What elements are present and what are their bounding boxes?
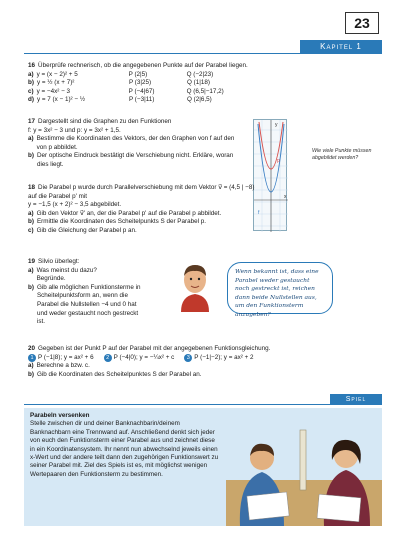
- chapter-label: Kapitel 1: [300, 40, 382, 53]
- task-text: Ermittle die Koordinaten des Scheitelpunkts S der Parabel p.: [36, 218, 207, 226]
- item-label: a): [28, 70, 34, 78]
- point-q: Q (−2|23): [186, 70, 214, 78]
- task-text: Gib alle möglichen Funktionsterme in Scheitelpunktsform an, wenn die Parabel die Nullstellen −4 und 0 hat und weder gestaucht noch gestreckt ist.: [36, 283, 141, 326]
- exercise-18: [28, 184, 258, 236]
- exercise-number: 16: [28, 62, 36, 69]
- speech-bubble: Wenn bekannt ist, dass eine Parabel weder gestaucht noch gestreckt ist, reichen dann beide Nullstellen aus, um den Funktionsterm anzugeben?: [227, 262, 333, 314]
- list-item: [28, 210, 258, 219]
- point-p: P (−4|67): [128, 87, 155, 95]
- list-item: [104, 354, 175, 363]
- item-number-badge: 3: [184, 354, 192, 362]
- task-text: Bestimme die Koordinaten des Vektors, der den Graphen von f auf den von p abbildet.: [36, 135, 235, 151]
- exercise-number: 20: [28, 345, 36, 352]
- item-label: a): [28, 362, 34, 370]
- list-item: [28, 227, 258, 236]
- exercise-number: 19: [28, 258, 36, 265]
- game-description: Stelle zwischen dir und deiner Banknachbarin/deinem Banknachbarn eine Trennwand auf. Anschließend denkt sich jeder von euch den Funktionsterm einer Parabel aus und zeichnet diese in ein Koordinatensystem. Ihr nennt nun abwechselnd jeweils einen x-Wert und der andere teilt dann den zugehörigen Funktionswert zu seiner Parabel mit. Ziel des Spiels ist es, mit möglichst wenigen Wertepaaren den Funktionsterm zu bestimmen.: [30, 420, 219, 478]
- list-item: [28, 152, 288, 169]
- item-number-badge: 2: [104, 354, 112, 362]
- svg-text:y: y: [275, 122, 278, 128]
- function-term: y = −4x² − 3: [36, 87, 71, 95]
- list-item: [28, 362, 368, 371]
- exercise-number: 17: [28, 118, 36, 125]
- item-text: P (−1|−2); y = ax² + 2: [194, 353, 254, 361]
- list-item: [28, 284, 178, 327]
- exercise-20: [28, 345, 368, 379]
- spiel-label: Spiel: [330, 394, 382, 405]
- point-p: P (−3|11): [128, 96, 155, 104]
- equation: y = −1,5 (x + 2)² − 3,5 abgebildet.: [28, 201, 122, 209]
- svg-text:f: f: [258, 210, 260, 216]
- item-number-badge: 1: [28, 354, 36, 362]
- svg-text:p: p: [277, 158, 280, 164]
- task-text: Was meinst du dazu? Begründe.: [36, 266, 97, 283]
- task-text: Der optische Eindruck bestätigt die Verschiebung nicht. Erkläre, woran dies liegt.: [36, 152, 234, 168]
- game-title: Parabeln versenken: [30, 412, 90, 419]
- item-label: c): [28, 226, 34, 234]
- function-term: y = ½ (x + 7)²: [36, 79, 75, 87]
- item-text: P (−1|8); y = ax² + 6: [38, 353, 94, 361]
- list-item: [28, 371, 368, 380]
- item-label: b): [28, 152, 34, 160]
- item-label: a): [28, 135, 34, 143]
- item-label: d): [28, 96, 34, 104]
- game-text-block: [30, 412, 220, 479]
- list-item: [28, 354, 94, 363]
- exercise-17: [28, 118, 288, 170]
- task-text: Gib den Vektor v⃗' an, der die Parabel p' auf die Parabel p abbildet.: [36, 209, 222, 217]
- exercise-intro: Überprüfe rechnerisch, ob die angegebenen Punkte auf der Parabel liegen.: [38, 62, 248, 69]
- header-rule: [24, 53, 382, 54]
- list-item: [28, 71, 368, 80]
- item-label: a): [28, 209, 34, 217]
- point-p: P (2|5): [128, 70, 148, 78]
- list-item: [28, 79, 368, 88]
- graph-svg: [254, 120, 288, 232]
- exercise-intro: Gegeben ist der Punkt P auf der Parabel mit der angegebenen Funktionsgleichung.: [38, 345, 271, 352]
- item-label: b): [28, 218, 34, 226]
- item-text: P (−4|0); y = −¼x² + c: [113, 353, 175, 361]
- point-q: Q (2|6,5): [186, 96, 212, 104]
- parabola-graph: [253, 119, 287, 231]
- exercise-16: [28, 62, 368, 105]
- silvio-illustration: [177, 262, 213, 312]
- list-item: [28, 96, 368, 105]
- item-label: b): [28, 283, 34, 291]
- point-p: P (3|25): [128, 79, 152, 87]
- exercise-intro: Silvio überlegt:: [38, 258, 80, 265]
- list-item: [28, 135, 288, 152]
- exercise-19: [28, 258, 178, 327]
- item-label: b): [28, 370, 34, 378]
- exercise-number: 18: [28, 184, 36, 191]
- exercise-intro: Die Parabel p wurde durch Parallelverschiebung mit dem Vektor v⃗ = (4,5 | −8) auf die Parabel p' mit: [28, 184, 255, 200]
- page-number: 23: [345, 12, 379, 34]
- point-q: Q (1|18): [186, 79, 210, 87]
- item-label: c): [28, 87, 34, 95]
- item-label: b): [28, 79, 34, 87]
- point-list: [28, 354, 368, 363]
- function-term: y = (x − 2)² + 5: [36, 70, 78, 78]
- students-illustration: [226, 410, 382, 526]
- list-item: [28, 218, 258, 227]
- task-text: Gib die Koordinaten des Scheitelpunktes S der Parabel an.: [36, 370, 202, 378]
- list-item: [184, 354, 253, 363]
- list-item: [28, 267, 178, 284]
- task-text: Berechne a bzw. c.: [36, 362, 90, 370]
- spiel-rule: [24, 404, 382, 405]
- svg-text:x: x: [284, 194, 287, 200]
- margin-note: Wie viele Punkte müssen abgebildet werden?: [312, 148, 372, 161]
- point-q: Q (6,5|−17,2): [186, 87, 224, 95]
- item-label: a): [28, 266, 34, 274]
- function-definitions: f: y = 3x² − 3 und p: y = 3x² + 1,5.: [28, 126, 121, 134]
- exercise-intro: Dargestellt sind die Graphen zu den Funktionen: [38, 118, 172, 125]
- function-term: y = 7 (x − 1)² − ½: [36, 96, 86, 104]
- task-text: Gib die Gleichung der Parabel p an.: [36, 226, 137, 234]
